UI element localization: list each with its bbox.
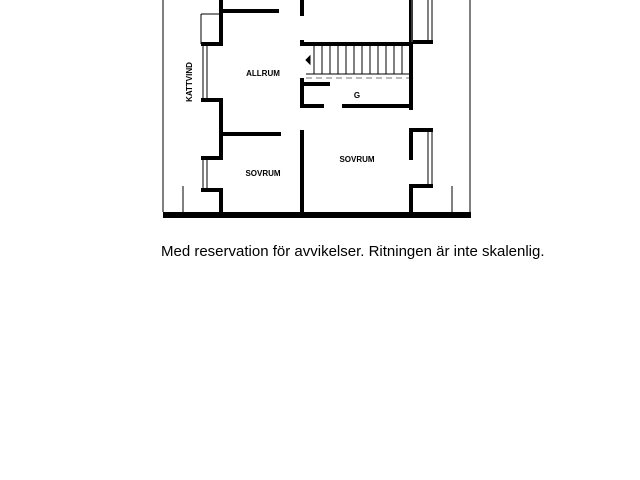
bay-wall-upper-b	[201, 98, 223, 102]
wall-center-lower	[300, 130, 304, 212]
wall-right-mid	[409, 46, 413, 110]
bay-wall-lower	[201, 156, 223, 160]
window-left-b	[203, 160, 207, 188]
wall-left-upper	[219, 0, 223, 44]
wall-right-lower	[409, 128, 413, 160]
room-label-sovrum-left: SOVRUM	[245, 169, 281, 178]
staircase	[306, 46, 412, 74]
window-bay-upper	[201, 14, 219, 44]
bay-wall-lower-b	[201, 188, 223, 192]
wall-g-top	[304, 82, 330, 86]
wall-left-lower	[219, 190, 223, 212]
wall-g-bottom-right	[342, 104, 412, 108]
room-label-allrum: ALLRUM	[246, 69, 280, 78]
wall-g-bottom-left	[304, 104, 324, 108]
wall-right-bottom	[409, 186, 413, 212]
disclaimer-text: Med reservation för avvikelser. Ritningen är inte skalenlig.	[161, 243, 545, 260]
wall-top-left	[219, 9, 279, 13]
room-label-kattvind: KATTVIND	[185, 62, 194, 102]
wall-center-mid	[300, 78, 304, 108]
room-label-sovrum-right: SOVRUM	[339, 155, 375, 164]
wall-allrum-sovrum	[219, 132, 281, 136]
wall-top-stub	[300, 0, 304, 16]
bay-right-lower	[409, 184, 433, 188]
outer-wall-bottom	[163, 212, 471, 218]
window-left-a	[203, 46, 207, 98]
bay-wall-upper	[201, 42, 223, 46]
stair-top-wall	[300, 42, 412, 46]
window-right-b	[428, 132, 432, 186]
room-label-g: G	[353, 91, 361, 100]
bay-right-top	[409, 40, 433, 44]
window-right-top	[428, 0, 432, 42]
bay-right-mid	[409, 128, 433, 132]
wall-left-mid	[219, 100, 223, 158]
